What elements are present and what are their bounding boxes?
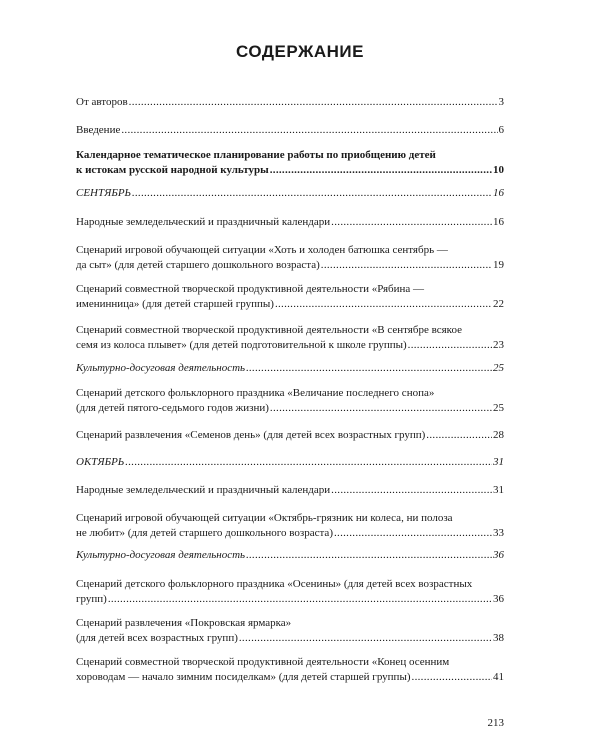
toc-entry-text: Календарное тематическое планирование работы по приобщению детей <box>76 149 436 161</box>
toc-entry-text: семя из колоса плывет» (для детей подготовительной к школе группы) <box>76 339 407 351</box>
toc-page-number: 19 <box>493 259 504 271</box>
dot-leader <box>108 592 492 607</box>
dot-leader <box>239 631 492 646</box>
toc-entry-text: к истокам русской народной культуры <box>76 164 269 176</box>
toc-entry <box>76 511 504 541</box>
dot-leader <box>331 215 492 230</box>
toc-entry-text: Сценарий детского фольклорного праздника «Величание последнего снопа» <box>76 387 435 399</box>
toc-entry <box>76 655 504 685</box>
toc-page-number: 16 <box>493 216 504 228</box>
toc-entry-text: групп) <box>76 593 107 605</box>
dot-leader <box>132 186 492 201</box>
dot-leader <box>275 297 492 312</box>
dot-leader <box>121 123 497 138</box>
toc-entry <box>76 361 504 376</box>
toc-entry-text: ОКТЯБРЬ <box>76 456 125 468</box>
toc-entry <box>76 483 504 498</box>
toc-page-number: 3 <box>498 96 504 108</box>
toc-entry <box>76 428 504 443</box>
toc-entry-text: да сыт» (для детей старшего дошкольного возраста) <box>76 259 320 271</box>
toc-entry <box>76 386 504 416</box>
dot-leader <box>331 483 492 498</box>
toc-page-number: 28 <box>493 429 504 441</box>
dot-leader <box>125 455 492 470</box>
toc-entry-text: Культурно-досуговая деятельность <box>76 362 246 374</box>
toc-entry-text: (для детей всех возрастных групп) <box>76 632 238 644</box>
toc-entry-text: (для детей пятого-седьмого годов жизни) <box>76 402 269 414</box>
toc-page-number: 25 <box>493 362 504 374</box>
toc-entry <box>76 323 504 353</box>
toc-entry-text: Сценарий игровой обучающей ситуации «Хоть и холоден батюшка сентябрь — <box>76 244 448 256</box>
toc-entry-text: СЕНТЯБРЬ <box>76 187 132 199</box>
dot-leader <box>270 163 492 178</box>
toc-page-number: 31 <box>493 456 504 468</box>
toc-entry <box>76 282 504 312</box>
toc-page-number: 10 <box>493 164 504 176</box>
toc-page-number: 31 <box>493 484 504 496</box>
toc-entry <box>76 186 504 201</box>
toc-entry-text: Сценарий совместной творческой продуктивной деятельности «В сентябре всякое <box>76 324 462 336</box>
toc-page-number: 33 <box>493 527 504 539</box>
dot-leader <box>321 258 492 273</box>
toc-entry <box>76 548 504 563</box>
toc-page-number: 41 <box>493 671 504 683</box>
toc-page-number: 38 <box>493 632 504 644</box>
dot-leader <box>129 95 498 110</box>
toc-entry <box>76 577 504 607</box>
page-title: СОДЕРЖАНИЕ <box>236 42 364 61</box>
page-number: 213 <box>487 717 504 729</box>
toc-entry <box>76 215 504 230</box>
dot-leader <box>412 670 492 685</box>
dot-leader <box>246 361 492 376</box>
toc-page-number: 36 <box>493 593 504 605</box>
dot-leader <box>334 526 492 541</box>
toc-entry-text: Сценарий совместной творческой продуктивной деятельности «Конец осенним <box>76 656 450 668</box>
toc-entry-text: именинница» (для детей старшей группы) <box>76 298 274 310</box>
dot-leader <box>426 428 492 443</box>
dot-leader <box>246 548 492 563</box>
toc-page-number: 23 <box>493 339 504 351</box>
toc-entry <box>76 616 504 646</box>
toc-entry-text: хороводам — начало зимним посиделкам» (для детей старшей группы) <box>76 671 411 683</box>
toc-entry <box>76 243 504 273</box>
toc-entry-text: Сценарий детского фольклорного праздника «Осенины» (для детей всех возрастных <box>76 578 473 590</box>
toc-entry-text: Народные земледельческий и праздничный календари <box>76 484 331 496</box>
toc-page-number: 16 <box>493 187 504 199</box>
dot-leader <box>408 338 492 353</box>
toc-entry-text: Сценарий развлечения «Покровская ярмарка» <box>76 617 292 629</box>
toc-entry-text: Введение <box>76 124 121 136</box>
toc-entry <box>76 95 504 110</box>
toc-entry-text: Сценарий совместной творческой продуктивной деятельности «Рябина — <box>76 283 425 295</box>
toc-page-number: 25 <box>493 402 504 414</box>
toc-entry-text: не любит» (для детей старшего дошкольного возраста) <box>76 527 333 539</box>
toc-entry <box>76 123 504 138</box>
toc-page-number: 22 <box>493 298 504 310</box>
toc-page-number: 6 <box>498 124 504 136</box>
toc-entry <box>76 148 504 178</box>
toc-page-number: 36 <box>493 549 504 561</box>
toc-entry <box>76 455 504 470</box>
toc-entry-text: Сценарий развлечения «Семенов день» (для детей всех возрастных групп) <box>76 429 426 441</box>
toc-entry-text: Культурно-досуговая деятельность <box>76 549 246 561</box>
toc-entry-text: Сценарий игровой обучающей ситуации «Октябрь-грязник ни колеса, ни полоза <box>76 512 453 524</box>
toc-entry-text: От авторов <box>76 96 128 108</box>
dot-leader <box>270 401 492 416</box>
toc-entry-text: Народные земледельческий и праздничный календари <box>76 216 331 228</box>
